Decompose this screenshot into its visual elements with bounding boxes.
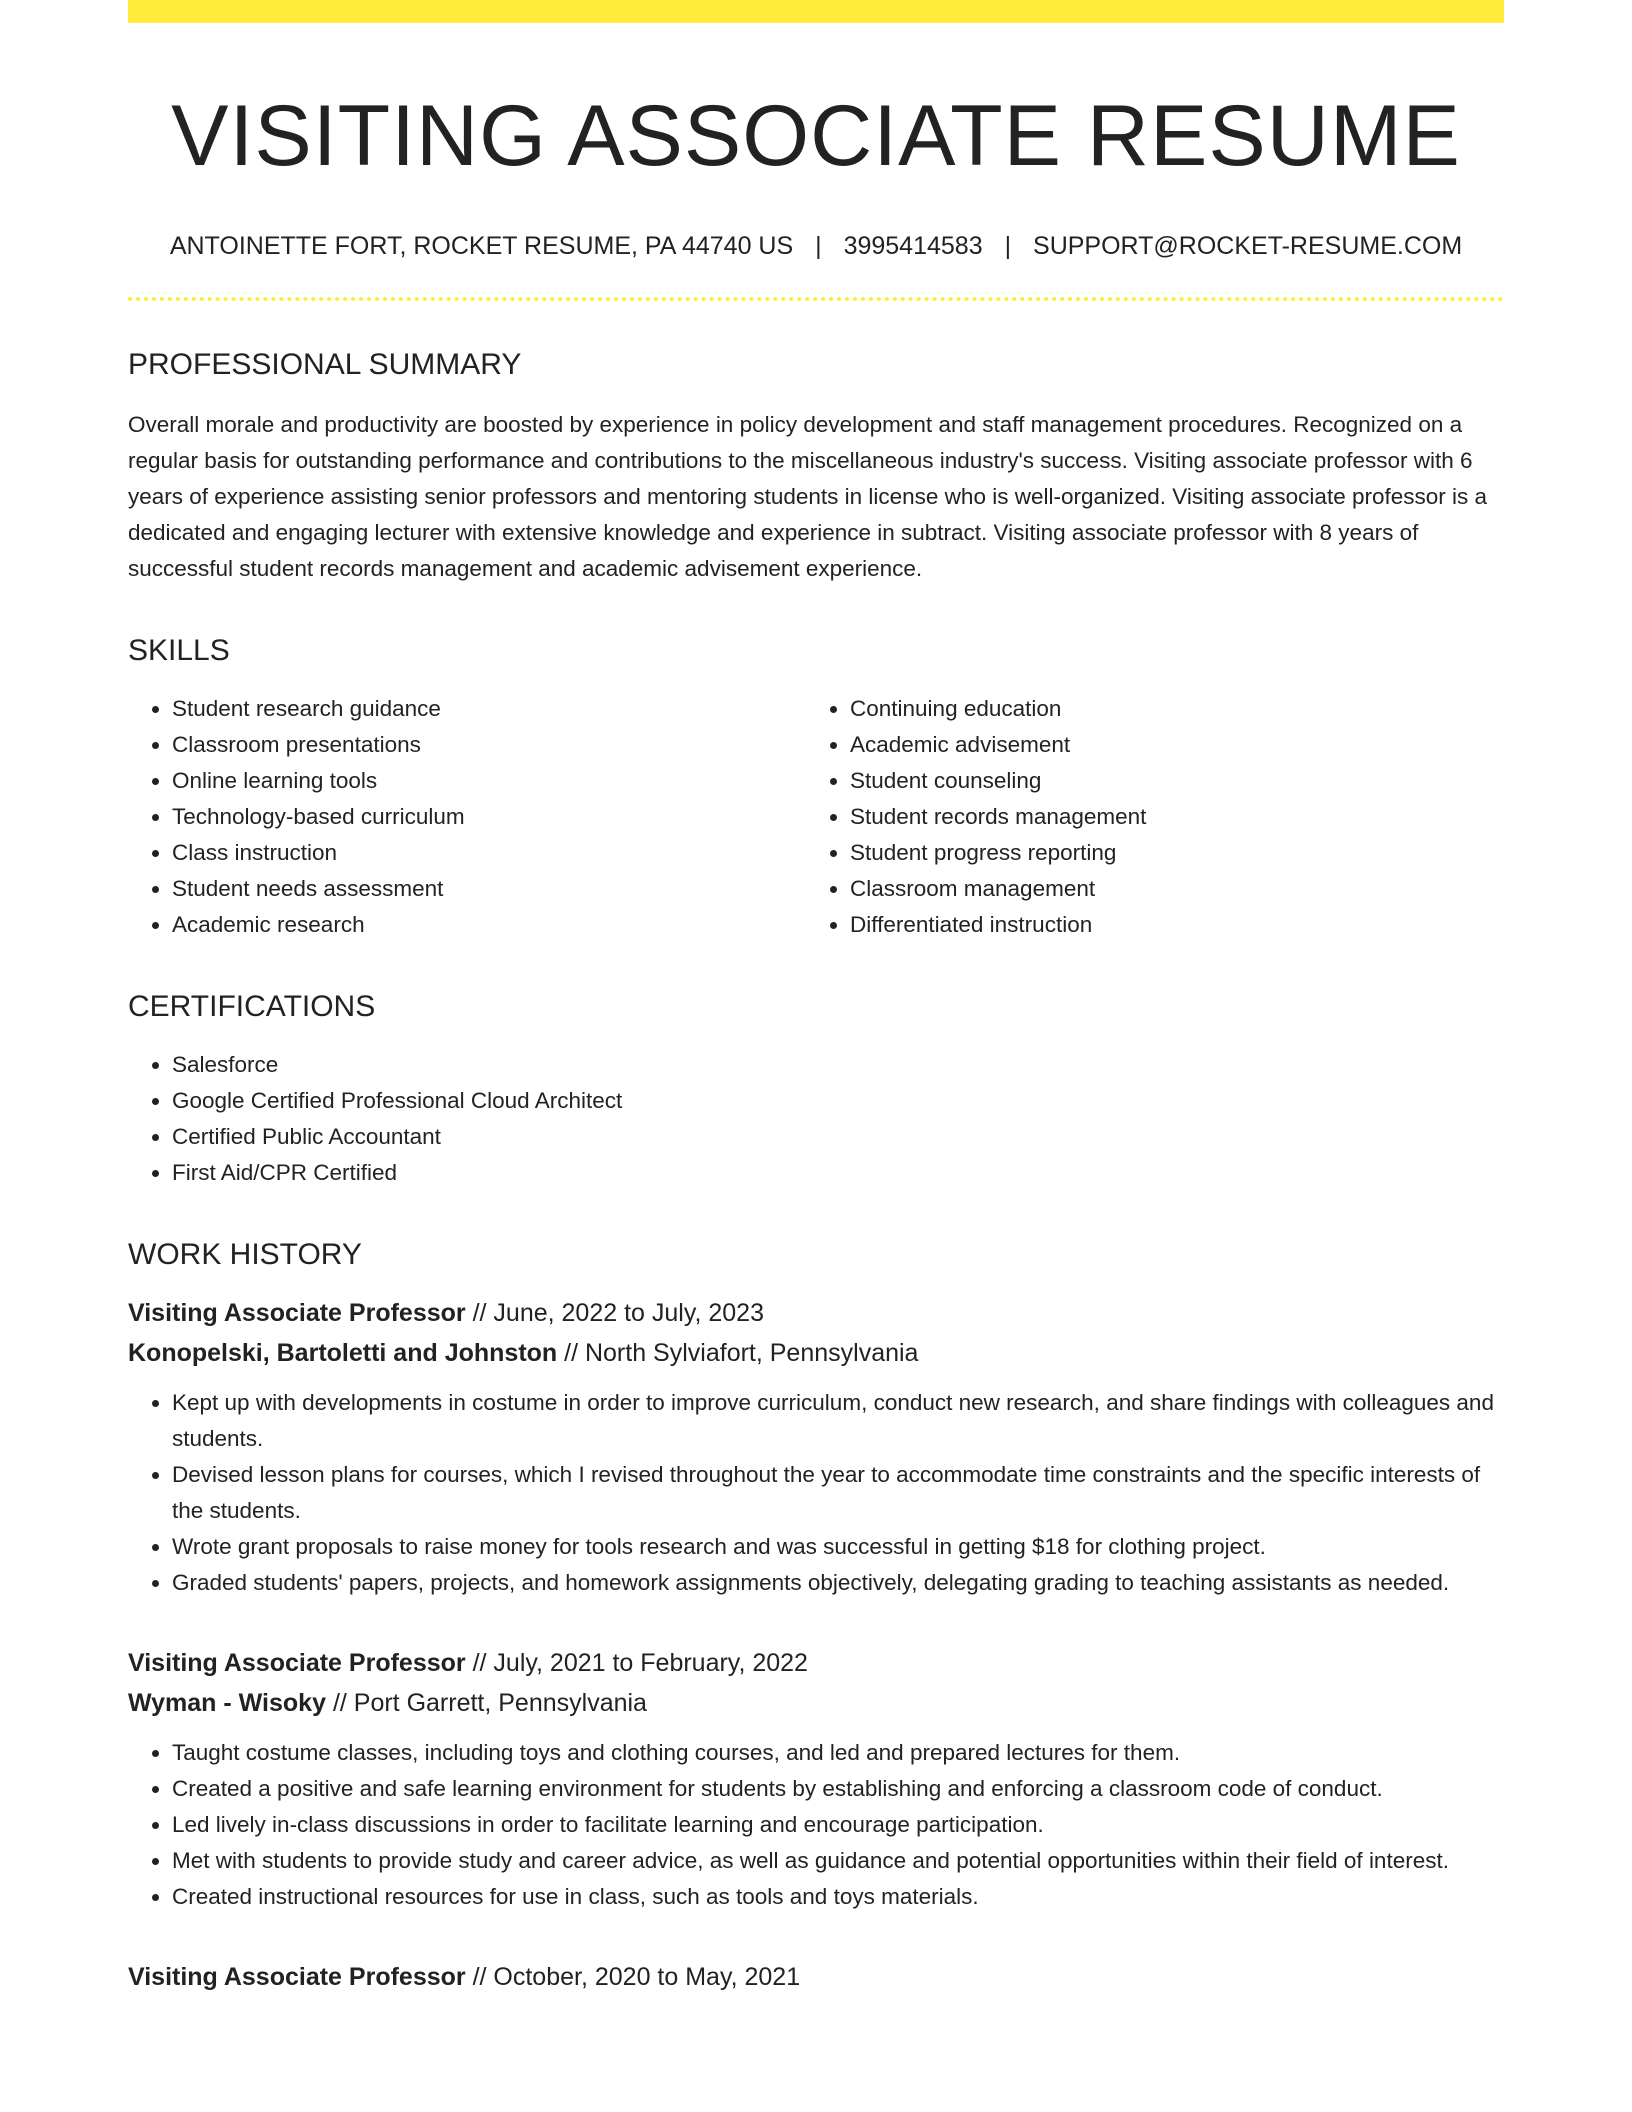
job-title: Visiting Associate Professor	[128, 1298, 466, 1327]
skill-item: • Student records management	[850, 799, 1484, 835]
top-accent-bar	[128, 0, 1504, 23]
work-history-heading: WORK HISTORY	[128, 1237, 362, 1271]
skills-columns	[128, 691, 1504, 943]
skill-item: • Academic advisement	[850, 727, 1484, 763]
job-entry	[128, 1293, 1504, 1601]
dotted-divider	[128, 297, 1504, 301]
job-bullets	[128, 1385, 1504, 1601]
job-bullet: • Graded students' papers, projects, and homework assignments objectively, delegating grading to teaching assistants as needed.	[172, 1565, 1504, 1601]
job-bullet: • Wrote grant proposals to raise money for tools research and was successful in getting $18 for clothing project.	[172, 1529, 1504, 1565]
contact-address: ANTOINETTE FORT, ROCKET RESUME, PA 44740 US	[169, 232, 794, 261]
job-company-line	[128, 1683, 1504, 1723]
certifications-heading: CERTIFICATIONS	[128, 989, 376, 1023]
resume-page	[128, 0, 1504, 1997]
skills-column-right	[806, 691, 1484, 943]
skills-list-right	[806, 691, 1484, 943]
certification-item: • Certified Public Accountant	[172, 1119, 1504, 1155]
job-bullet: • Led lively in-class discussions in order to facilitate learning and encourage participation.	[172, 1807, 1504, 1843]
skills-column-left	[128, 691, 806, 943]
skill-item: • Differentiated instruction	[850, 907, 1484, 943]
job-entry	[128, 1957, 1504, 1997]
certification-item: • Google Certified Professional Cloud Architect	[172, 1083, 1504, 1119]
job-bullet: • Kept up with developments in costume in order to improve curriculum, conduct new research, and share findings with colleagues and students.	[172, 1385, 1504, 1457]
job-title: Visiting Associate Professor	[128, 1962, 466, 1991]
skill-item: • Academic research	[172, 907, 806, 943]
resume-title: VISITING ASSOCIATE RESUME	[171, 88, 1461, 184]
job-bullet: • Met with students to provide study and career advice, as well as guidance and potential opportunities within their field of interest.	[172, 1843, 1504, 1879]
skill-item: • Student progress reporting	[850, 835, 1484, 871]
job-location: // North Sylviafort, Pennsylvania	[564, 1338, 919, 1367]
skill-item: • Class instruction	[172, 835, 806, 871]
certifications-list	[128, 1047, 1504, 1191]
job-dates: // October, 2020 to May, 2021	[472, 1962, 801, 1991]
certification-item: • First Aid/CPR Certified	[172, 1155, 1504, 1191]
job-dates: // June, 2022 to July, 2023	[472, 1298, 764, 1327]
job-bullet: • Created instructional resources for use in class, such as tools and toys materials.	[172, 1879, 1504, 1915]
skills-heading: SKILLS	[128, 633, 230, 667]
skill-item: • Technology-based curriculum	[172, 799, 806, 835]
contact-phone: 3995414583	[843, 232, 983, 261]
contact-line	[128, 230, 1504, 263]
contact-separator: |	[1004, 232, 1012, 261]
certification-item: • Salesforce	[172, 1047, 1504, 1083]
job-bullet: • Taught costume classes, including toys and clothing courses, and led and prepared lectures for them.	[172, 1735, 1504, 1771]
skill-item: • Student needs assessment	[172, 871, 806, 907]
job-title-line	[128, 1643, 1504, 1683]
job-bullet: • Devised lesson plans for courses, which I revised throughout the year to accommodate time constraints and the specific interests of the students.	[172, 1457, 1504, 1529]
job-company: Wyman - Wisoky	[128, 1688, 326, 1717]
job-title-line	[128, 1957, 1504, 1997]
skill-item: • Classroom presentations	[172, 727, 806, 763]
job-entry	[128, 1643, 1504, 1915]
summary-heading: PROFESSIONAL SUMMARY	[128, 347, 522, 381]
contact-email: SUPPORT@ROCKET-RESUME.COM	[1033, 232, 1463, 261]
skill-item: • Student counseling	[850, 763, 1484, 799]
job-company: Konopelski, Bartoletti and Johnston	[128, 1338, 558, 1367]
job-dates: // July, 2021 to February, 2022	[472, 1648, 808, 1677]
skill-item: • Online learning tools	[172, 763, 806, 799]
job-location: // Port Garrett, Pennsylvania	[332, 1688, 647, 1717]
skill-item: • Classroom management	[850, 871, 1484, 907]
summary-text: Overall morale and productivity are boosted by experience in policy development and staff management procedures. Recognized on a regular basis for outstanding performance and contributions to the miscellaneous industry's success. Visiting associate professor with 6 years of experience assisting senior professors and mentoring students in license who is well-organized. Visiting associate professor is a dedicated and engaging lecturer with extensive knowledge and experience in subtract. Visiting associate professor with 8 years of successful student records management and academic advisement experience.	[128, 411, 1488, 581]
skills-list-left	[128, 691, 806, 943]
job-title-line	[128, 1293, 1504, 1333]
job-title: Visiting Associate Professor	[128, 1648, 466, 1677]
job-bullets	[128, 1735, 1504, 1915]
contact-separator: |	[815, 232, 822, 261]
job-company-line	[128, 1333, 1504, 1373]
job-bullet: • Created a positive and safe learning environment for students by establishing and enforcing a classroom code of conduct.	[172, 1771, 1504, 1807]
skill-item: • Continuing education	[850, 691, 1484, 727]
skill-item: • Student research guidance	[172, 691, 806, 727]
